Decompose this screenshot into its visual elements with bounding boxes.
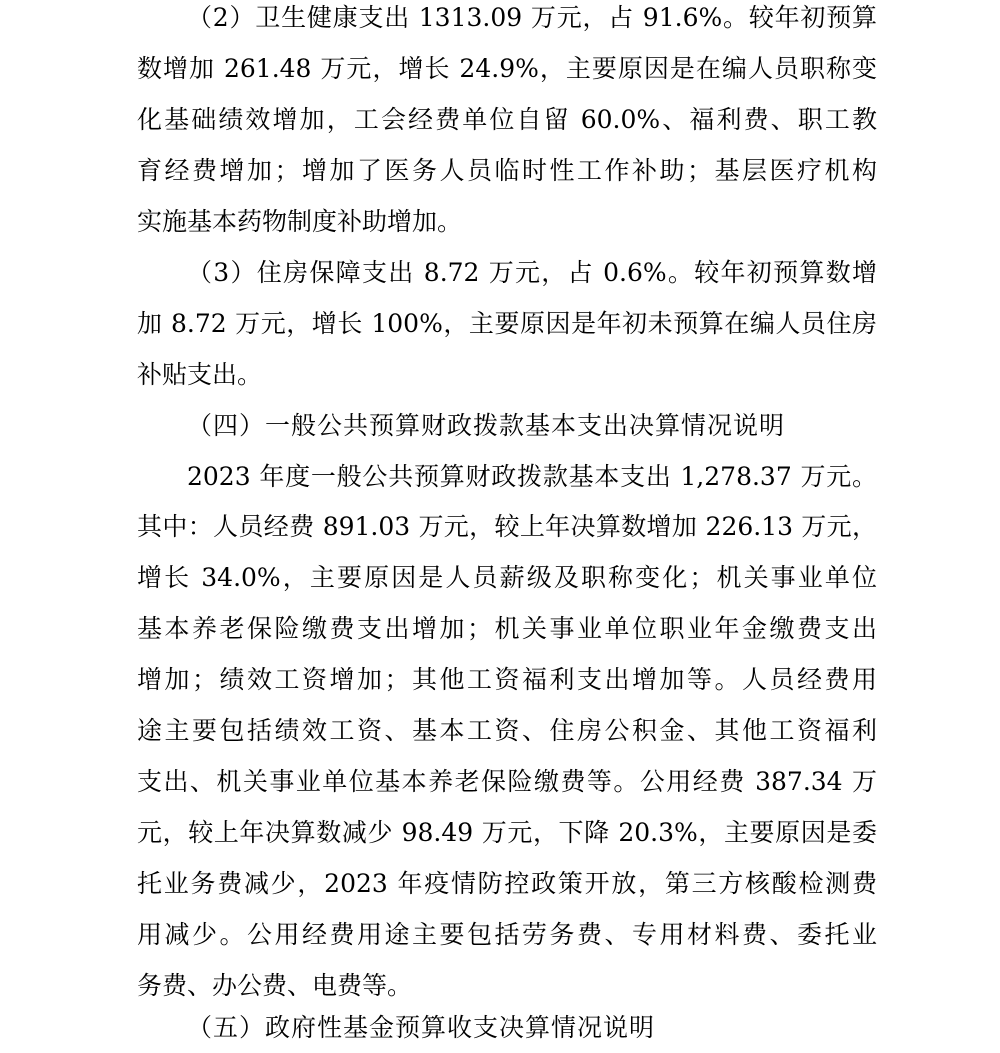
paragraph-health-expenditure-line-1: （2）卫生健康支出 1313.09 万元，占 91.6%。较年初预算 — [187, 3, 877, 32]
paragraph-health-expenditure-line-2: 数增加 261.48 万元，增长 24.9%，主要原因是在编人员职称变 — [137, 54, 877, 83]
paragraph-basic-expenditure-line-7: 支出、机关事业单位基本养老保险缴费等。公用经费 387.34 万 — [137, 767, 877, 796]
section-heading-government-fund-budget: （五）政府性基金预算收支决算情况说明 — [187, 1013, 656, 1042]
paragraph-basic-expenditure-line-8: 元，较上年决算数减少 98.49 万元，下降 20.3%，主要原因是委 — [137, 818, 877, 847]
paragraph-basic-expenditure-line-1: 2023 年度一般公共预算财政拨款基本支出 1,278.37 万元。 — [187, 462, 877, 491]
paragraph-basic-expenditure-line-6: 途主要包括绩效工资、基本工资、住房公积金、其他工资福利 — [137, 716, 877, 745]
paragraph-basic-expenditure-line-3: 增长 34.0%，主要原因是人员薪级及职称变化；机关事业单位 — [137, 563, 877, 592]
paragraph-health-expenditure-line-4: 育经费增加；增加了医务人员临时性工作补助；基层医疗机构 — [137, 156, 877, 185]
paragraph-basic-expenditure-line-10: 用减少。公用经费用途主要包括劳务费、专用材料费、委托业 — [137, 920, 877, 949]
paragraph-basic-expenditure-line-9: 托业务费减少，2023 年疫情防控政策开放，第三方核酸检测费 — [137, 869, 877, 898]
section-heading-basic-expenditure: （四）一般公共预算财政拨款基本支出决算情况说明 — [187, 411, 786, 440]
paragraph-health-expenditure-line-5: 实施基本药物制度补助增加。 — [137, 207, 463, 236]
paragraph-basic-expenditure-line-11: 务费、办公费、电费等。 — [137, 971, 413, 1000]
paragraph-basic-expenditure-line-5: 增加；绩效工资增加；其他工资福利支出增加等。人员经费用 — [137, 665, 877, 694]
paragraph-housing-expenditure-line-3: 补贴支出。 — [137, 360, 263, 389]
paragraph-basic-expenditure-line-4: 基本养老保险缴费支出增加；机关事业单位职业年金缴费支出 — [137, 614, 877, 643]
paragraph-basic-expenditure-line-2: 其中：人员经费 891.03 万元，较上年决算数增加 226.13 万元， — [137, 512, 877, 541]
paragraph-health-expenditure-line-3: 化基础绩效增加，工会经费单位自留 60.0%、福利费、职工教 — [137, 105, 877, 134]
paragraph-housing-expenditure-line-2: 加 8.72 万元，增长 100%，主要原因是年初未预算在编人员住房 — [137, 309, 877, 338]
paragraph-housing-expenditure-line-1: （3）住房保障支出 8.72 万元，占 0.6%。较年初预算数增 — [187, 258, 877, 287]
